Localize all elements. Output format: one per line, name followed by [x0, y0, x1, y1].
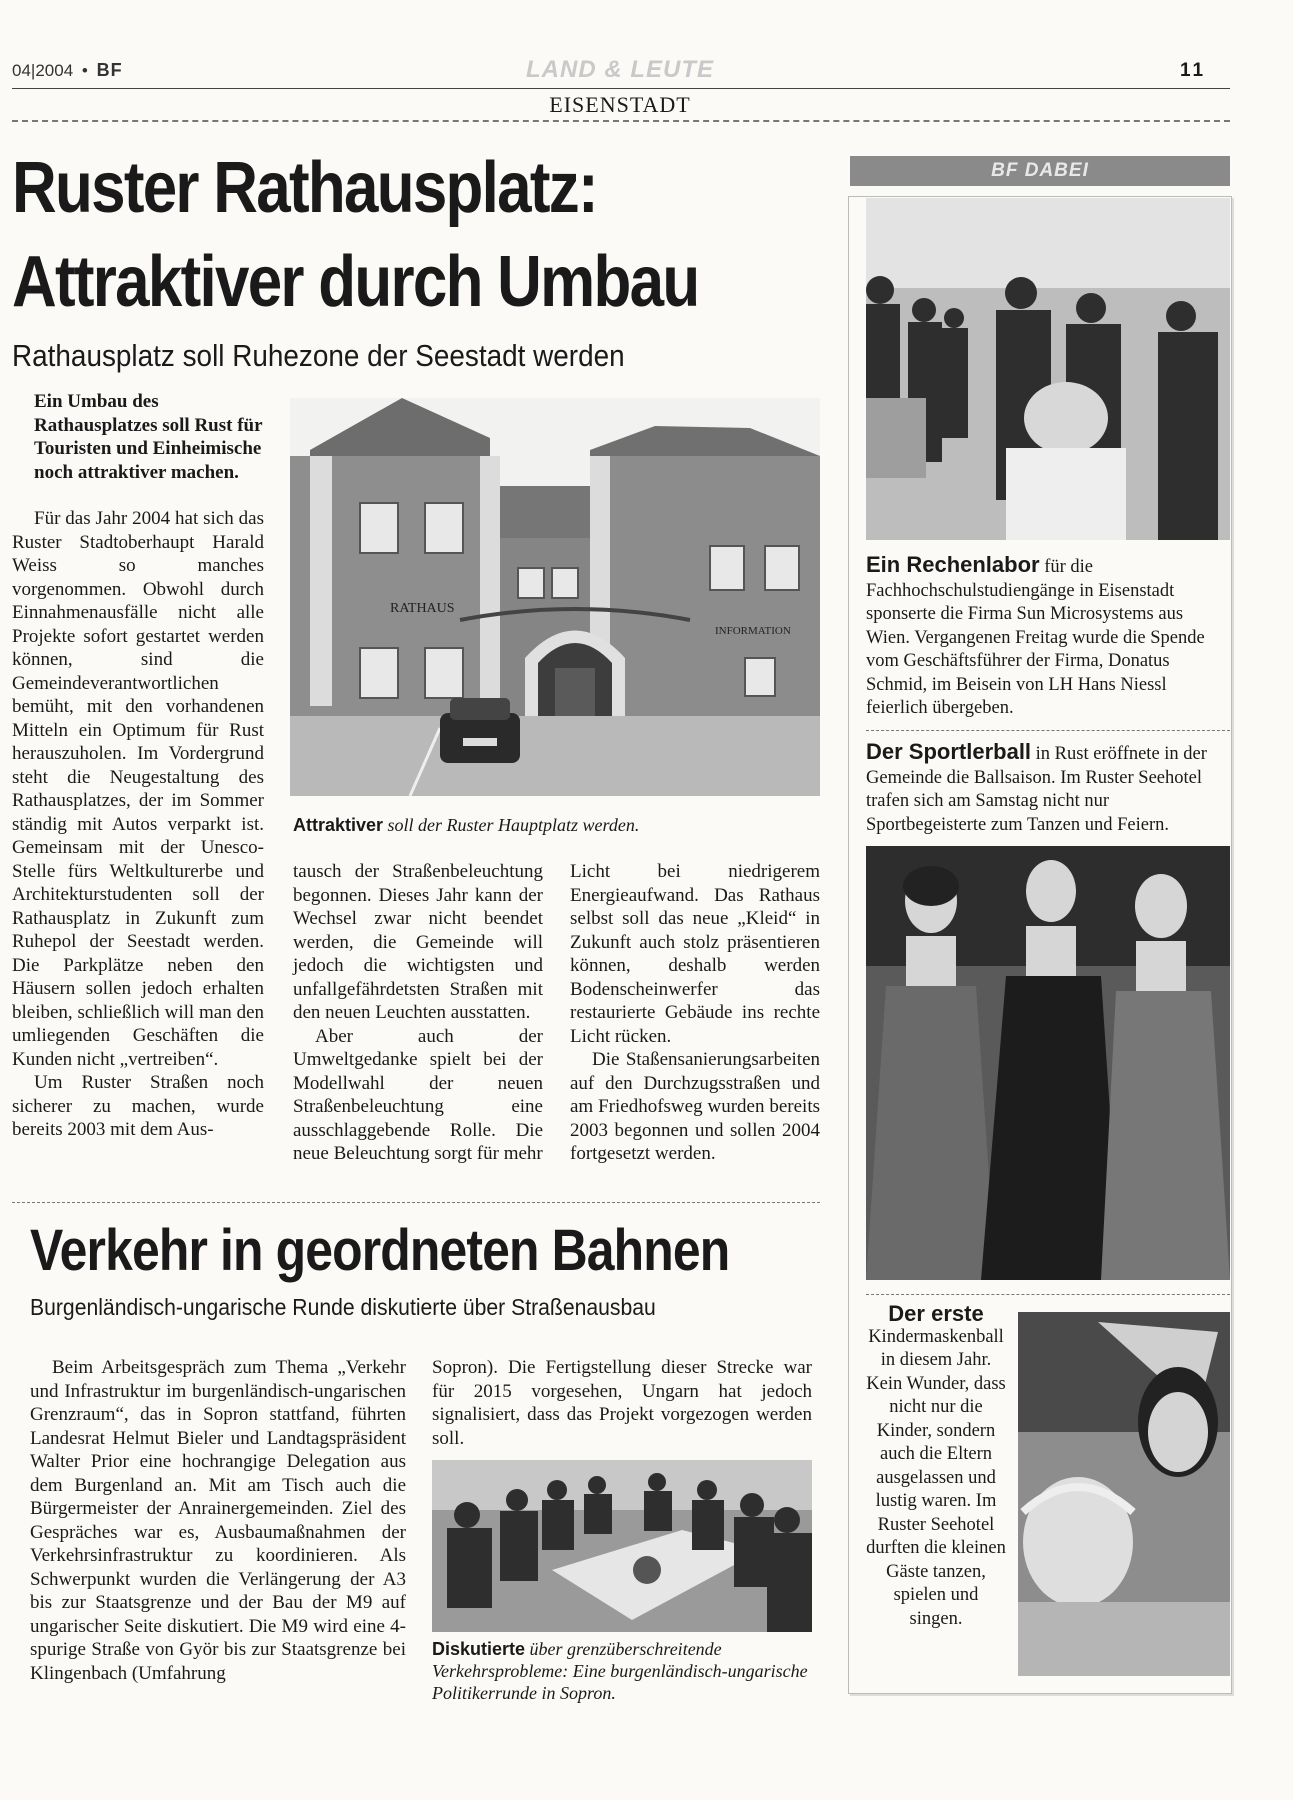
- article1-headline-line2: Attraktiver durch Umbau: [12, 242, 699, 322]
- article2-headline: Verkehr in geordneten Bahnen: [30, 1218, 730, 1283]
- rathaus-caption-bold: Attraktiver: [293, 815, 384, 835]
- article1-col2: [293, 860, 543, 1166]
- sidebar-divider-1: [866, 730, 1230, 731]
- rechenlabor-photo-illustration: [866, 198, 1230, 540]
- meeting-photo-illustration: [432, 1460, 812, 1632]
- sportlerball-photo: [866, 846, 1230, 1280]
- kindermaskenball-photo: [1018, 1312, 1230, 1676]
- header-dashed-rule: [12, 120, 1230, 122]
- rechenlabor-text: für die Fachhochschulstudiengänge in Eisenstadt sponserte die Firma Sun Microsystems aus Wien. Vergangenen Freitag wurde die Spende vom Geschäftsführer der Firma, Donatus Schmid, im Beisein von LH Hans Niessl feierlich übergeben.: [866, 557, 1205, 718]
- sportlerball-photo-illustration: [866, 846, 1230, 1280]
- article1-col1-para2: Um Ruster Straßen noch sicherer zu machen, wurde bereits 2003 mit dem Aus-: [12, 1072, 264, 1140]
- page-number: 11: [1180, 60, 1207, 81]
- sidebar-banner-label: BF DABEI: [991, 160, 1089, 181]
- sidebar-item-rechenlabor: [866, 553, 1230, 721]
- rechenlabor-title: Ein Rechenlabor: [866, 552, 1040, 577]
- meeting-photo: [432, 1460, 812, 1632]
- rathaus-photo-illustration: [290, 398, 820, 796]
- article2-col2: [432, 1356, 812, 1450]
- article1-col3-para2: Die Staßensanierungsarbeiten auf den Durchzugsstraßen und am Friedhofsweg wurden bereits 2003 begonnen und sollen 2004 fortgesetzt werden.: [570, 1049, 820, 1164]
- meeting-caption-bold: Diskutierte: [432, 1639, 526, 1659]
- kindermaskenball-photo-illustration: [1018, 1312, 1230, 1676]
- article1-col3-para1: Licht bei niedrigerem Energieaufwand. Das Rathaus selbst soll das neue „Kleid“ in Zukunft auch stolz präsentieren können, deshalb werden Bodenscheinwerfer das restaurierte Gebäude ins rechte Licht rücken.: [570, 861, 820, 1047]
- kindermaskenball-title: Der erste: [888, 1301, 984, 1326]
- article-separator: [12, 1202, 820, 1203]
- article2-col1: [30, 1356, 406, 1685]
- issue-line: [12, 60, 123, 81]
- information-sign: INFORMATION: [715, 625, 791, 637]
- article1-col1: [12, 507, 264, 1142]
- issue-bullet: •: [81, 61, 88, 80]
- rathaus-photo: [290, 398, 820, 796]
- article2-col1-para: Beim Arbeitsgespräch zum Thema „Verkehr und Infrastruktur im burgenländisch-ungarischen Grenzraum“, das in Sopron stattfand, führten Landesrat Helmut Bieler und Landtagspräsident Walter Prior eine hochrangige Delegation aus dem Burgenland an. Mit am Tisch auch die Bürgermeister der Anrainergemeinden. Ziel des Gespräches war es, Ausbaumaßnahmen der Verkehrsinfrastruktur zu koordinieren. Als Schwerpunkt wurden die Verlängerung der A3 bis zur Staatsgrenze und der Bau der M9 auf ungarischer Seite diskutiert. Die M9 wird eine 4-spurige Straße von Györ bis zur Staatsgrenze bei Klingenbach (Umfahrung: [30, 1357, 406, 1684]
- sidebar-item-sportlerball: [866, 740, 1230, 837]
- kindermaskenball-text: Kindermaskenball in diesem Jahr. Kein Wunder, dass nicht nur die Kinder, sondern auch die Eltern ausgelassen und lustig waren. Im Ruster Seehotel durften die kleinen Gäste tanzen, spielen und singen.: [866, 1326, 1006, 1629]
- meeting-caption: [432, 1638, 812, 1704]
- article1-subheadline: Rathausplatz soll Ruhezone der Seestadt werden: [12, 338, 625, 373]
- article1-col3: [570, 860, 820, 1166]
- rathaus-caption: [293, 814, 823, 836]
- article2-subheadline: Burgenländisch-ungarische Runde diskutierte über Straßenausbau: [30, 1294, 656, 1320]
- article1-col2-para1: tausch der Straßenbeleuchtung begonnen. Dieses Jahr kann der Wechsel zwar nicht beendet werden, die Gemeinde will jedoch die wichtigsten und unfallgefährdetsten Straßen mit den neuen Leuchten ausstatten.: [293, 861, 543, 1023]
- article1-lead: Ein Umbau des Rathausplatzes soll Rust für Touristen und Einheimische noch attraktiver machen.: [34, 391, 263, 483]
- subsection-title: EISENSTADT: [549, 92, 691, 117]
- rechenlabor-photo: [866, 198, 1230, 540]
- sidebar-banner: [850, 156, 1230, 186]
- sidebar-item-kindermaskenball: [866, 1302, 1006, 1631]
- header-rule: [12, 88, 1230, 89]
- brand-logo: BF: [96, 60, 123, 80]
- meeting-caption-text: über grenzüberschreitende Verkehrsprobleme: Eine burgenländisch-ungarische Politikerrunde in Sopron.: [432, 1639, 808, 1703]
- issue-number: 04|2004: [12, 61, 74, 80]
- sidebar-divider-2: [866, 1294, 1230, 1295]
- rathaus-caption-text: soll der Ruster Hauptplatz werden.: [383, 815, 640, 835]
- sportlerball-title: Der Sportlerball: [866, 739, 1032, 764]
- article1-headline-line1: Ruster Rathausplatz:: [12, 148, 597, 228]
- article1-col2-para2: Aber auch der Umweltgedanke spielt bei der Modellwahl der neuen Straßenbeleuchtung eine ausschlaggebende Rolle. Die neue Beleuchtung sorgt für mehr: [293, 1025, 543, 1164]
- article2-col2-para: Sopron). Die Fertigstellung dieser Strecke war für 2015 vorgesehen, Ungarn hat jedoch signalisiert, dass das Projekt vorgezogen werden soll.: [432, 1357, 812, 1449]
- article1-col1-para1: Für das Jahr 2004 hat sich das Ruster Stadtoberhaupt Harald Weiss so manches vorgenommen. Obwohl durch Einnahmenausfälle nicht alle Projekte sofort gestartet werden können, sind die Gemeindeverantwortlichen bemüht, mit den vorhandenen Mitteln ein Optimum für Rust herauszuholen. Im Vordergrund steht die Neugestaltung des Rathausplatzes, der im Sommer ständig mit Autos verparkt ist. Gemeinsam mit der Unesco-Stelle fürs Weltkulturerbe und Architekturstudenten soll der Rathausplatz in Zukunft zum Ruhepol der Seestadt werden. Die Parkplätze neben den Häusern sollen jedoch erhalten bleiben, schließlich will man den umliegenden Geschäften die Kunden nicht „vertreiben“.: [12, 508, 264, 1070]
- rathaus-sign: RATHAUS: [390, 601, 455, 616]
- section-title: LAND & LEUTE: [526, 56, 714, 83]
- sportlerball-text: in Rust eröffnete in der Gemeinde die Ballsaison. Im Ruster Seehotel trafen sich am Samstag nicht nur Sportbegeisterte zum Tanzen und Feiern.: [866, 744, 1207, 835]
